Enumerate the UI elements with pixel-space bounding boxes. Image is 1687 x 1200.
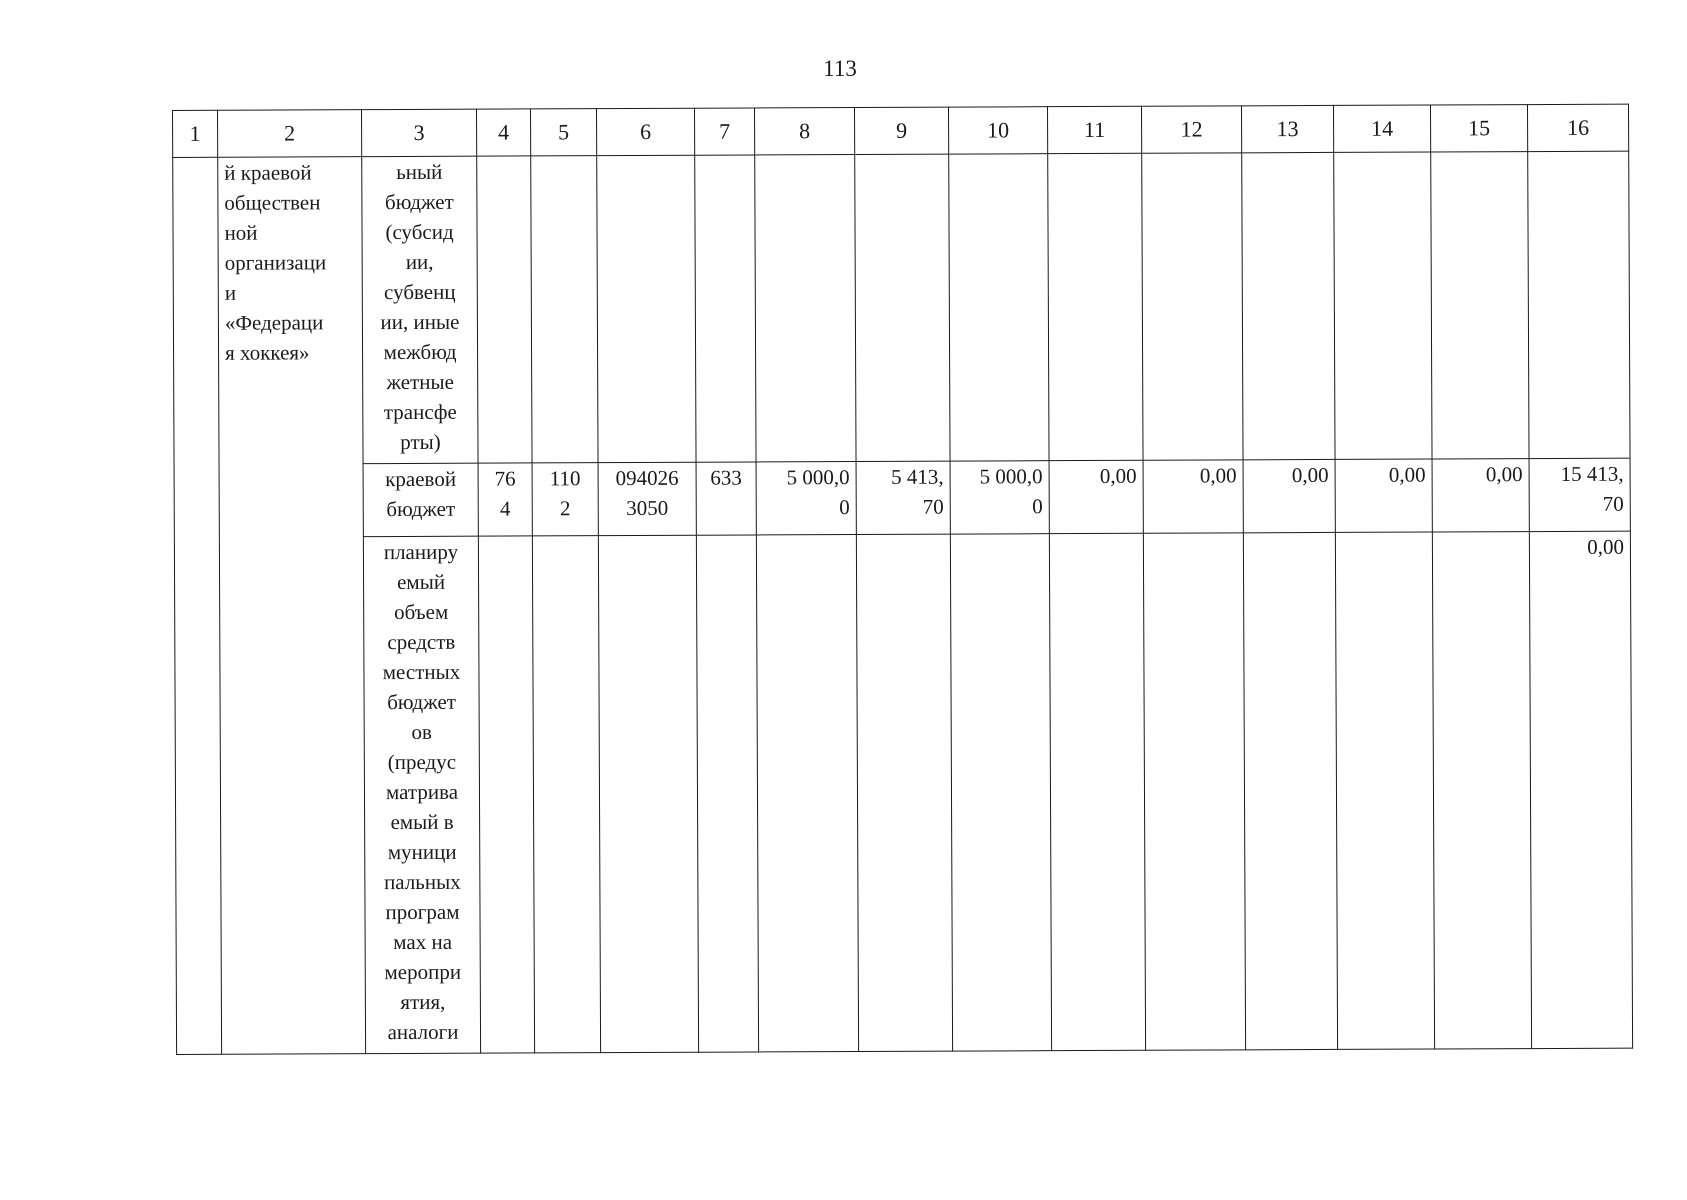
funding-source-cell: ьный бюджет (субсид ии, субвенц ии, иные межбюд жетные трансфе рты) <box>362 156 478 463</box>
column-header: 4 <box>476 109 530 156</box>
value-cell: 0,00 <box>1432 459 1529 532</box>
page-number: 113 <box>823 56 857 81</box>
value-cell: 110 2 <box>532 463 598 536</box>
value-cell <box>756 535 858 1052</box>
value-cell <box>477 156 532 463</box>
value-cell <box>1049 533 1145 1050</box>
value-cell: 0,00 <box>1529 531 1632 1048</box>
number-cell <box>173 157 222 1054</box>
value-cell <box>1242 152 1335 459</box>
column-header: 7 <box>694 108 754 155</box>
value-cell <box>695 155 756 462</box>
value-cell <box>1334 152 1432 459</box>
value-cell <box>478 536 534 1053</box>
value-cell <box>1432 532 1531 1049</box>
column-header: 14 <box>1333 105 1430 152</box>
value-cell <box>1143 533 1245 1050</box>
funding-source-cell: краевой бюджет <box>363 463 478 537</box>
table-row <box>174 531 1632 1054</box>
column-header: 6 <box>596 108 694 155</box>
column-header: 9 <box>854 107 948 154</box>
column-header: 5 <box>530 109 596 156</box>
table-row <box>174 458 1630 537</box>
value-cell: 0,00 <box>1049 460 1143 533</box>
value-cell: 0,00 <box>1335 459 1432 532</box>
value-cell: 5 000,0 0 <box>756 462 856 535</box>
value-cell <box>1243 532 1337 1049</box>
budget-table-sheet <box>172 104 1633 1055</box>
value-cell <box>696 535 758 1052</box>
value-cell <box>1335 532 1434 1049</box>
value-cell <box>597 155 696 462</box>
column-header: 16 <box>1527 104 1628 151</box>
column-header: 15 <box>1430 105 1527 152</box>
column-header: 12 <box>1141 106 1241 153</box>
value-cell: 0,00 <box>1143 460 1243 533</box>
value-cell: 633 <box>696 462 756 535</box>
value-cell: 094026 3050 <box>598 462 696 535</box>
value-cell <box>531 156 598 463</box>
value-cell <box>532 536 600 1053</box>
column-header: 1 <box>173 110 218 157</box>
value-cell <box>1142 153 1243 460</box>
value-cell <box>950 534 1051 1051</box>
table-row <box>173 151 1630 464</box>
value-cell <box>949 154 1049 461</box>
value-cell: 15 413, 70 <box>1529 458 1630 531</box>
value-cell <box>1431 152 1529 459</box>
column-number-row <box>173 104 1629 157</box>
value-cell <box>1048 153 1143 460</box>
value-cell <box>755 155 856 462</box>
value-cell <box>856 534 952 1051</box>
funding-source-cell: планиру емый объем средств местных бюджет ов (предус матрива емый в муници пальных програм мах на меропри ятия, аналоги <box>363 536 480 1053</box>
column-header: 11 <box>1047 106 1141 153</box>
value-cell: 76 4 <box>478 463 532 536</box>
column-header: 2 <box>218 110 362 158</box>
value-cell <box>1528 151 1630 458</box>
column-header: 8 <box>754 108 854 155</box>
value-cell: 5 000,0 0 <box>950 461 1049 534</box>
column-header: 10 <box>948 107 1047 154</box>
budget-table <box>172 104 1633 1055</box>
value-cell: 5 413, 70 <box>856 461 950 534</box>
value-cell <box>598 535 698 1052</box>
column-header: 3 <box>362 109 477 157</box>
value-cell: 0,00 <box>1243 459 1335 532</box>
organization-cell: й краевой обществен ной организаци и «Федераци я хоккея» <box>218 157 366 1055</box>
column-header: 13 <box>1241 105 1333 152</box>
value-cell <box>855 154 950 461</box>
